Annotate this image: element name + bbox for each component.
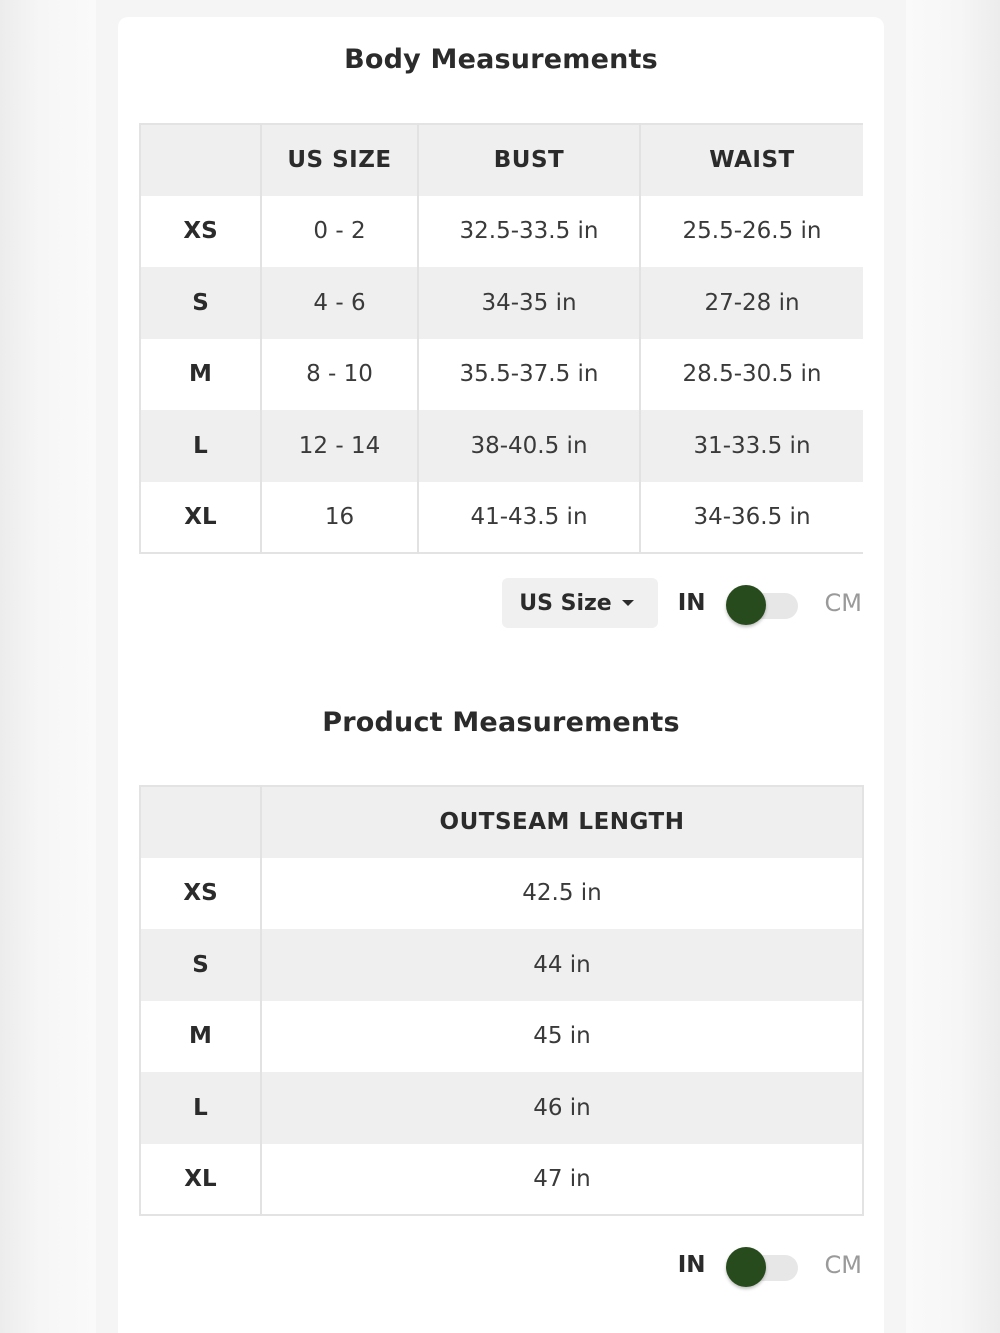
size-label: XL — [140, 482, 261, 554]
table-row — [140, 1144, 863, 1216]
bust-value: 38-40.5 in — [418, 410, 640, 482]
unit-toggle-switch[interactable] — [726, 583, 798, 623]
table-header-row — [140, 786, 863, 858]
us-size-value: 12 - 14 — [261, 410, 418, 482]
header-waist: WAIST — [640, 124, 863, 196]
size-label: M — [140, 339, 261, 411]
unit-label-cm[interactable]: CM — [824, 1251, 862, 1279]
bust-value: 35.5-37.5 in — [418, 339, 640, 411]
unit-label-cm[interactable]: CM — [824, 589, 862, 617]
bust-value: 41-43.5 in — [418, 482, 640, 554]
unit-label-in[interactable]: IN — [677, 590, 706, 616]
size-label: L — [140, 410, 261, 482]
us-size-value: 8 - 10 — [261, 339, 418, 411]
table-row — [140, 929, 863, 1001]
size-system-selected: US Size — [519, 590, 612, 616]
size-label: XS — [140, 858, 261, 930]
waist-value: 28.5-30.5 in — [640, 339, 863, 411]
table-row — [140, 1072, 863, 1144]
outseam-value: 47 in — [261, 1144, 863, 1216]
outseam-value: 46 in — [261, 1072, 863, 1144]
size-label: S — [140, 929, 261, 1001]
table-header-row — [140, 124, 863, 196]
waist-value: 34-36.5 in — [640, 482, 863, 554]
body-measurements-controls — [502, 578, 862, 628]
us-size-value: 0 - 2 — [261, 196, 418, 268]
table-row — [140, 339, 863, 411]
body-measurements-table — [139, 123, 863, 554]
header-size-label — [140, 124, 261, 196]
table-row — [140, 267, 863, 339]
waist-value: 27-28 in — [640, 267, 863, 339]
outseam-value: 42.5 in — [261, 858, 863, 930]
toggle-knob — [726, 1247, 766, 1287]
header-outseam-length: OUTSEAM LENGTH — [261, 786, 863, 858]
outseam-value: 44 in — [261, 929, 863, 1001]
size-label: XL — [140, 1144, 261, 1216]
product-measurements-table — [139, 785, 864, 1216]
size-guide-card — [118, 17, 884, 1333]
toggle-knob — [726, 585, 766, 625]
size-label: S — [140, 267, 261, 339]
unit-toggle-switch[interactable] — [726, 1245, 798, 1285]
caret-down-icon — [622, 600, 634, 606]
us-size-value: 16 — [261, 482, 418, 554]
header-us-size: US SIZE — [261, 124, 418, 196]
size-label: XS — [140, 196, 261, 268]
table-row — [140, 482, 863, 554]
outseam-value: 45 in — [261, 1001, 863, 1073]
body-measurements-title: Body Measurements — [344, 44, 658, 75]
table-row — [140, 858, 863, 930]
table-row — [140, 1001, 863, 1073]
waist-value: 31-33.5 in — [640, 410, 863, 482]
table-row — [140, 196, 863, 268]
size-system-dropdown[interactable] — [502, 578, 657, 628]
product-measurements-controls — [678, 1240, 862, 1290]
unit-label-in[interactable]: IN — [677, 1252, 706, 1278]
header-size-label — [140, 786, 261, 858]
product-measurements-title: Product Measurements — [322, 707, 680, 738]
header-bust: BUST — [418, 124, 640, 196]
bust-value: 34-35 in — [418, 267, 640, 339]
table-row — [140, 410, 863, 482]
size-label: L — [140, 1072, 261, 1144]
us-size-value: 4 - 6 — [261, 267, 418, 339]
bust-value: 32.5-33.5 in — [418, 196, 640, 268]
waist-value: 25.5-26.5 in — [640, 196, 863, 268]
size-label: M — [140, 1001, 261, 1073]
